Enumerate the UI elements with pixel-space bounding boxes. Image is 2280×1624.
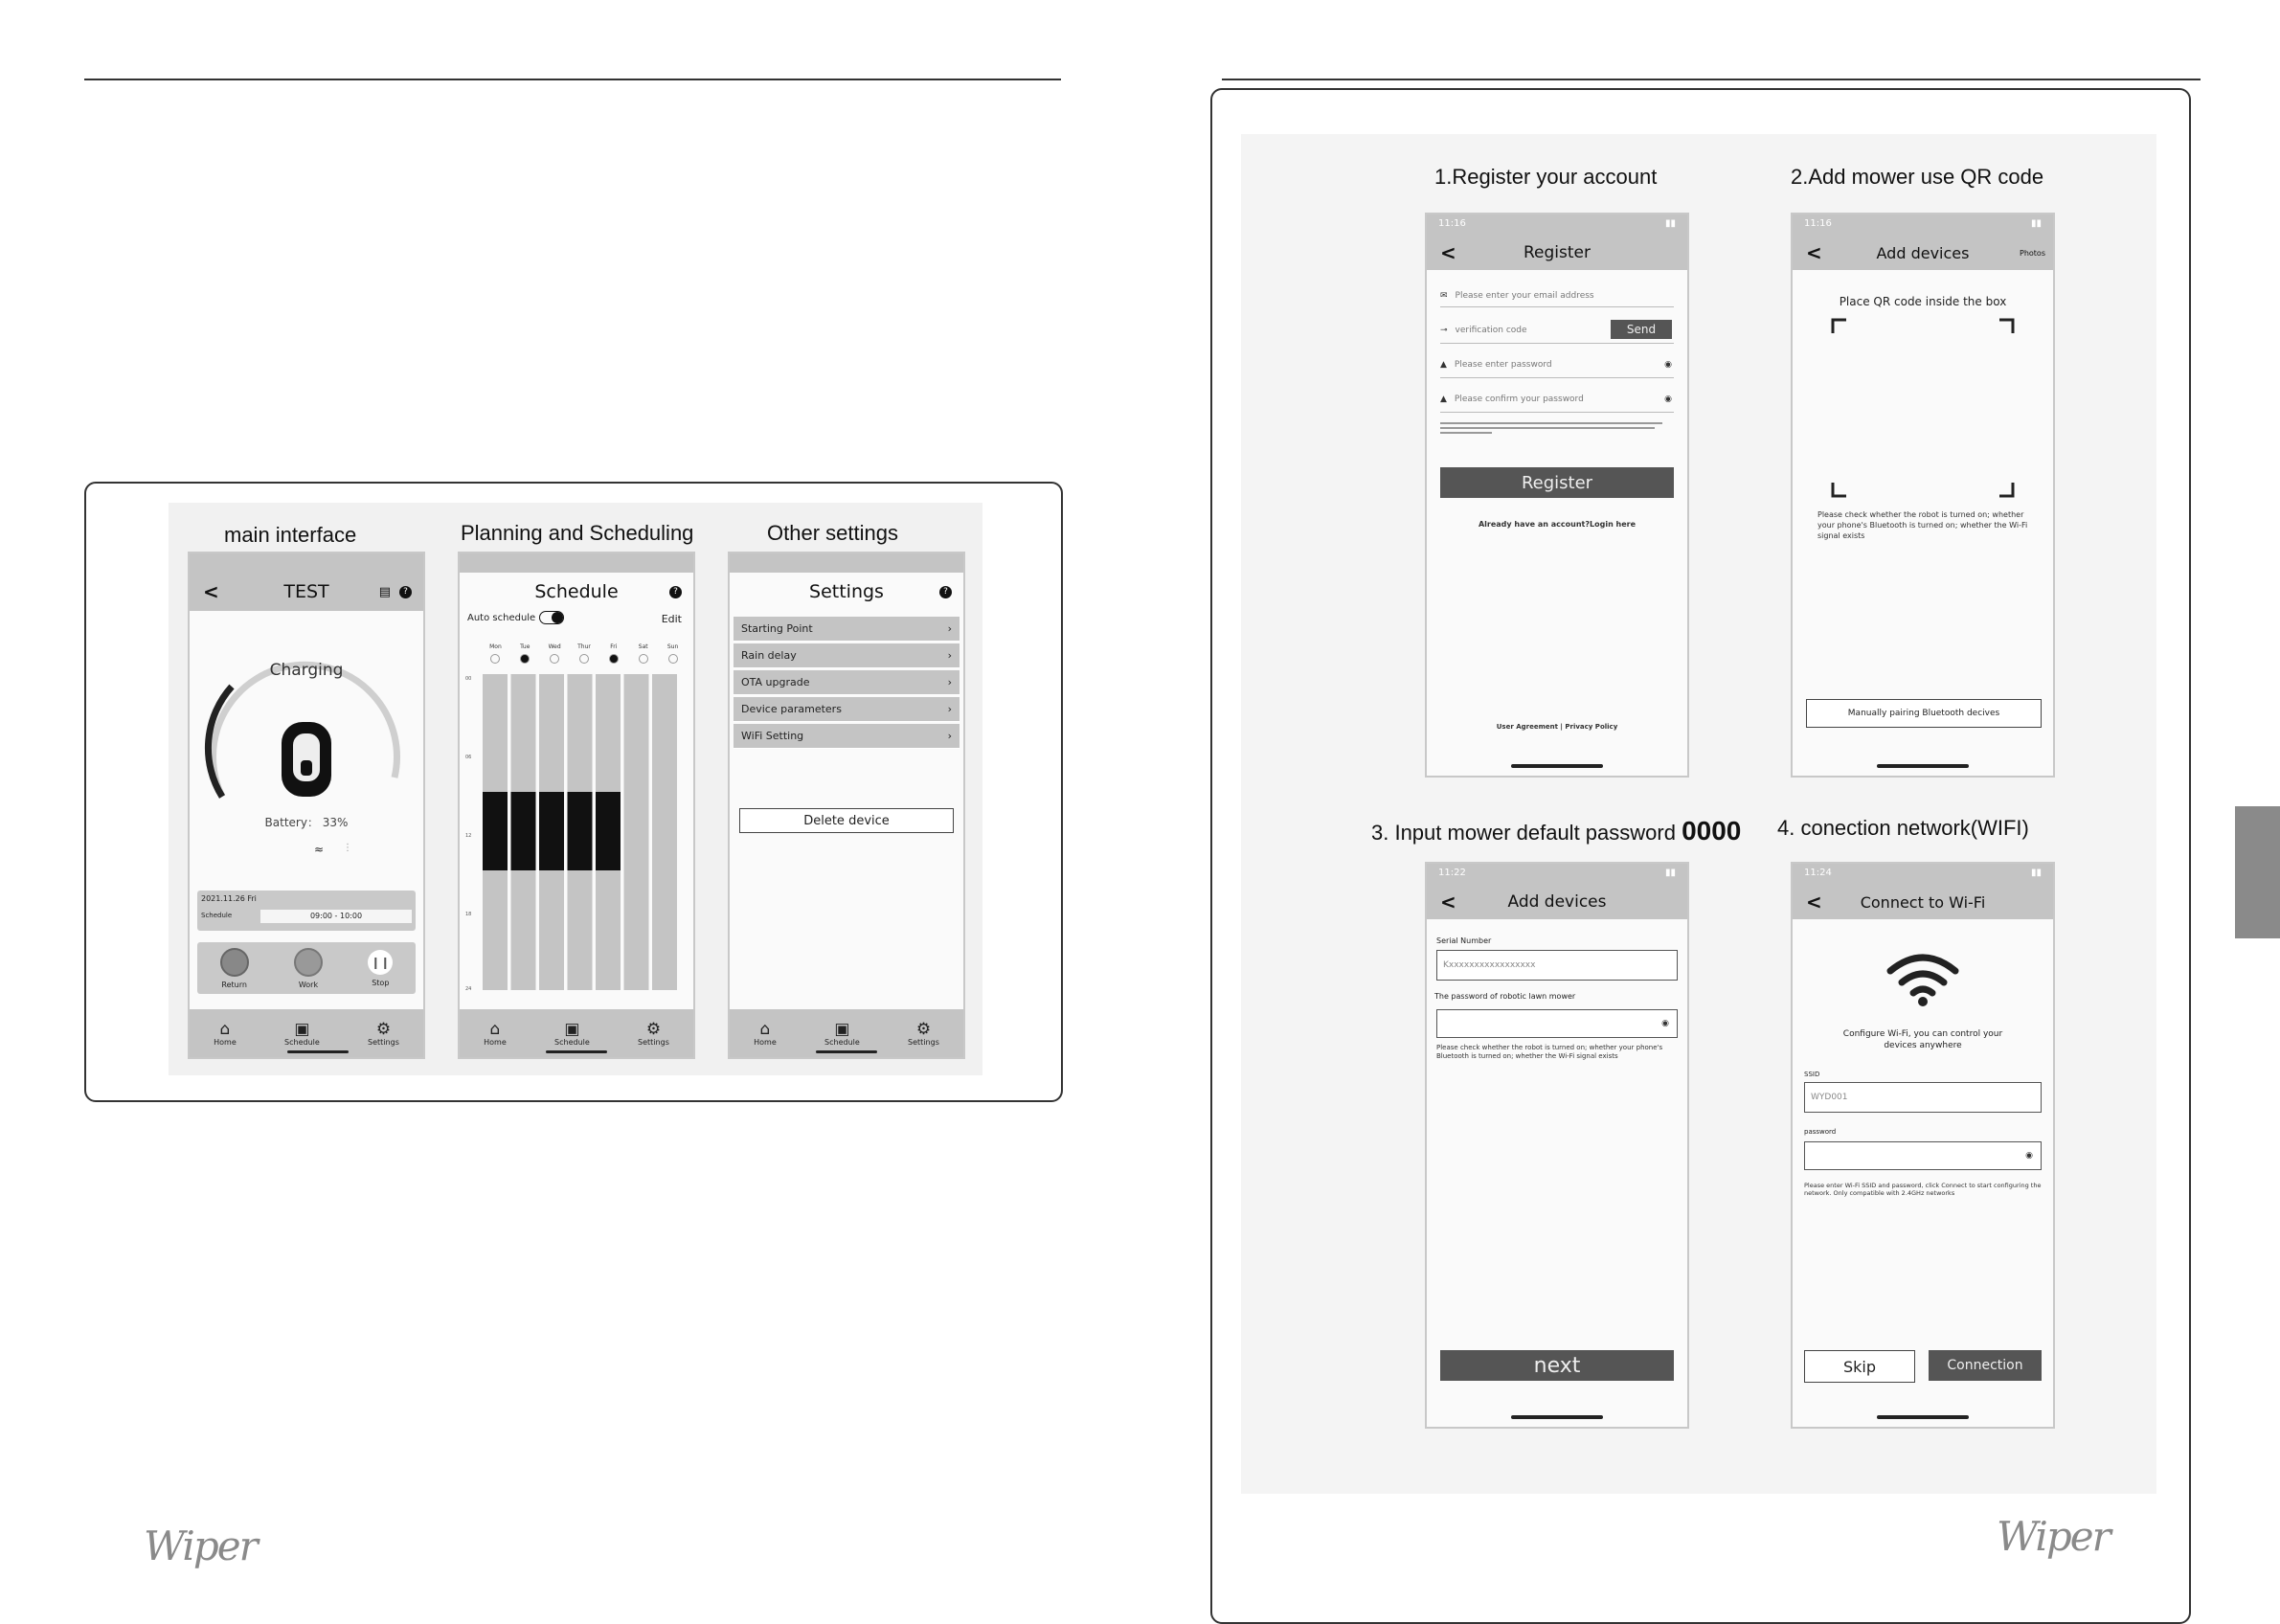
mower-password-label: The password of robotic lawn mower [1434, 992, 1576, 1001]
scheduled-block[interactable] [539, 792, 564, 870]
calendar-icon: ▣ [834, 1019, 850, 1039]
home-indicator [287, 1050, 349, 1053]
day-sun[interactable] [658, 643, 688, 664]
tab-home-label: Home [754, 1037, 777, 1047]
charging-status: Charging [269, 661, 344, 680]
ssid-input[interactable]: WYD001 [1804, 1082, 2042, 1113]
eye-icon[interactable]: ◉ [1664, 360, 1672, 370]
main-interface-screen [188, 552, 425, 1059]
login-link[interactable]: Already have an account?Login here [1478, 520, 1637, 529]
auto-schedule-label: Auto schedule [467, 612, 536, 623]
mower-password-input[interactable] [1436, 1009, 1678, 1038]
confirm-placeholder: Please confirm your password [1454, 395, 1584, 404]
work-button[interactable] [294, 948, 323, 989]
back-icon[interactable]: < [1440, 891, 1456, 914]
scheduled-block[interactable] [568, 792, 593, 870]
pairing-hint: Please check whether the robot is turned on; whether your phone's Bluetooth is turned on; whether the Wi-Fi signal exists [1817, 510, 2028, 540]
work-label: Work [298, 980, 319, 989]
tab-schedule[interactable] [284, 1021, 320, 1047]
nav-bar [1427, 885, 1687, 919]
delete-device-button[interactable]: Delete device [739, 808, 954, 833]
caption-step3-text: 3. Input mower default password [1371, 821, 1676, 845]
pause-icon: ❙❙ [368, 950, 393, 975]
skip-button[interactable]: Skip [1804, 1350, 1915, 1383]
manual-pairing-button[interactable]: Manually pairing Bluetooth decives [1806, 699, 2042, 728]
chevron-right-icon: › [947, 649, 952, 662]
header-rule-right [1222, 79, 2201, 80]
nav-bar [190, 573, 423, 611]
status-time: 11:24 [1804, 868, 1832, 878]
code-placeholder: verification code [1455, 326, 1527, 335]
gear-icon: ⚙ [645, 1019, 662, 1039]
day-tue[interactable] [510, 643, 540, 664]
day-toggle [550, 654, 559, 664]
help-icon[interactable]: ? [399, 586, 412, 598]
status-bar [190, 553, 423, 573]
device-title: TEST [283, 581, 329, 602]
auto-schedule-toggle[interactable] [539, 611, 564, 624]
status-icons: ▮▮ [1664, 218, 1676, 229]
document-icon[interactable]: ▤ [378, 584, 391, 599]
schedule-card [197, 891, 416, 931]
email-placeholder: Please enter your email address [1455, 291, 1594, 301]
default-password: 0000 [1682, 816, 1742, 846]
edit-button[interactable]: Edit [661, 613, 682, 625]
auto-schedule-row [467, 611, 564, 624]
schedule-time: 09:00 - 10:00 [260, 910, 412, 923]
caption-step3 [1371, 816, 1741, 846]
home-icon: ⌂ [759, 1019, 771, 1039]
day-column[interactable] [624, 674, 649, 990]
day-column[interactable] [652, 674, 677, 990]
section-tab-marker [2235, 806, 2280, 938]
day-toggle [490, 654, 500, 664]
connect-wifi-screen [1791, 862, 2055, 1429]
status-bar [730, 553, 963, 573]
tab-settings[interactable] [638, 1021, 669, 1047]
scheduled-block[interactable] [511, 792, 536, 870]
add-devices-title: Add devices [1507, 892, 1607, 912]
gear-icon: ⚙ [915, 1019, 932, 1039]
home-icon: ⌂ [219, 1019, 231, 1039]
day-mon[interactable] [481, 643, 510, 664]
day-sat[interactable] [628, 643, 658, 664]
settings-item-label: Starting Point [741, 622, 813, 635]
register-button[interactable]: Register [1440, 467, 1674, 498]
wifi-icon [1886, 950, 1959, 1007]
day-row-label [465, 652, 467, 658]
day-toggle [668, 654, 678, 664]
tab-settings[interactable] [368, 1021, 399, 1047]
nav-bar [1793, 236, 2053, 270]
day-selector [481, 643, 688, 670]
settings-item-label: OTA upgrade [741, 676, 810, 688]
legal-links: User Agreement | Privacy Policy [1496, 723, 1618, 731]
nav-bar [460, 573, 693, 611]
privacy-policy-link[interactable]: Privacy Policy [1565, 723, 1618, 731]
stop-label: Stop [372, 978, 390, 987]
caption-main-interface: main interface [224, 523, 357, 547]
wifi-password-label: password [1804, 1128, 1837, 1136]
user-agreement-link[interactable]: User Agreement [1496, 723, 1558, 731]
day-wed[interactable] [540, 643, 570, 664]
schedule-date: 2021.11.26 Fri [201, 894, 257, 903]
day-label: Sat [638, 643, 648, 650]
back-icon[interactable]: < [1806, 891, 1822, 914]
register-screen [1425, 213, 1689, 778]
day-label: Mon [489, 643, 502, 650]
help-icon[interactable]: ? [669, 586, 682, 598]
device-hint: Please check whether the robot is turned on; whether your phone's Bluetooth is turned on; whether the Wi-Fi signal exists [1436, 1044, 1663, 1060]
return-label: Return [221, 980, 247, 989]
password-field[interactable] [1440, 352, 1674, 378]
scheduled-block[interactable] [596, 792, 621, 870]
stop-button[interactable] [368, 950, 393, 987]
back-icon[interactable]: < [1806, 241, 1822, 264]
home-indicator [1511, 1415, 1603, 1419]
eye-icon[interactable]: ◉ [1664, 395, 1672, 404]
add-devices-title: Add devices [1876, 243, 1970, 262]
settings-item-wifi-setting[interactable] [734, 724, 959, 749]
tab-schedule-label: Schedule [284, 1037, 320, 1047]
settings-item-label: WiFi Setting [741, 730, 804, 742]
tab-home[interactable] [214, 1021, 237, 1047]
tab-schedule-label: Schedule [554, 1037, 590, 1047]
home-indicator [1877, 764, 1969, 768]
settings-item-label: Rain delay [741, 649, 797, 662]
tab-settings[interactable] [908, 1021, 939, 1047]
ssid-label: SSID [1804, 1071, 1820, 1078]
day-label: Tue [520, 643, 530, 650]
tab-home-label: Home [484, 1037, 507, 1047]
day-label: Fri [610, 643, 618, 650]
status-bar [1427, 864, 1687, 885]
status-time: 11:16 [1438, 218, 1466, 229]
tab-schedule[interactable] [824, 1021, 860, 1047]
return-button[interactable] [220, 948, 249, 989]
caption-step4: 4. conection network(WIFI) [1777, 816, 2029, 840]
lock-icon: ▲ [1440, 395, 1447, 404]
schedule-label: Schedule [201, 912, 233, 919]
day-label: Sun [666, 643, 679, 650]
caption-planning: Planning and Scheduling [461, 521, 694, 545]
tab-settings-label: Settings [368, 1037, 399, 1047]
brand-logo-left: Wiper [144, 1522, 257, 1569]
lock-icon: ▲ [1440, 360, 1447, 370]
chevron-right-icon: › [947, 703, 952, 715]
add-devices-screen [1425, 862, 1689, 1429]
battery-label: Battery： 33% [264, 816, 349, 829]
send-code-button[interactable]: Send [1611, 320, 1672, 339]
schedule-screen [458, 552, 695, 1059]
key-icon: ⊸ [1440, 326, 1448, 335]
wifi-hint: Please enter Wi-Fi SSID and password, click Connect to start configuring the network. Only compatible with 2.4GHz networks [1804, 1182, 2042, 1197]
header-rule-left [84, 79, 1061, 80]
nav-bar [1427, 236, 1687, 270]
back-icon[interactable]: < [203, 580, 219, 603]
eye-icon[interactable]: ◉ [1661, 1019, 1669, 1028]
brand-logo-right: Wiper [1997, 1513, 2110, 1560]
tab-schedule[interactable] [554, 1021, 590, 1047]
status-icons: ▮▮ [2030, 218, 2042, 229]
confirm-password-field[interactable] [1440, 387, 1674, 413]
day-label: Thur [577, 643, 591, 650]
mail-icon: ✉ [1440, 291, 1448, 301]
status-icons: ▮▮ [2030, 868, 2042, 878]
help-icon[interactable]: ? [939, 586, 952, 598]
action-bar [197, 942, 416, 994]
home-icon: ⌂ [489, 1019, 501, 1039]
chevron-right-icon: › [947, 622, 952, 635]
settings-item-device-parameters[interactable] [734, 697, 959, 722]
settings-item-rain-delay[interactable] [734, 643, 959, 668]
scheduled-block[interactable] [483, 792, 508, 870]
status-bar [1427, 214, 1687, 236]
schedule-grid [481, 674, 689, 994]
status-bar [460, 553, 693, 573]
chevron-right-icon: › [947, 730, 952, 742]
day-toggle [639, 654, 648, 664]
caption-step2: 2.Add mower use QR code [1791, 165, 2044, 189]
settings-item-starting-point[interactable] [734, 617, 959, 642]
status-time: 11:22 [1438, 868, 1466, 878]
password-rules-text [1440, 419, 1674, 444]
nav-bar [1793, 885, 2053, 919]
settings-title: Settings [809, 581, 884, 602]
mower-icon [278, 716, 335, 801]
hour-axis: 00 06 12 18 24 [465, 676, 472, 992]
chevron-right-icon: › [947, 676, 952, 688]
schedule-title: Schedule [534, 581, 619, 602]
eye-icon[interactable]: ◉ [2025, 1151, 2033, 1161]
return-icon [220, 948, 249, 977]
day-label: Wed [548, 643, 561, 650]
caption-step1: 1.Register your account [1434, 165, 1658, 189]
password-placeholder: Please enter password [1454, 360, 1552, 370]
day-toggle [520, 654, 530, 664]
status-time: 11:16 [1804, 218, 1832, 229]
calendar-icon: ▣ [294, 1019, 310, 1039]
register-title: Register [1524, 243, 1591, 262]
calendar-icon: ▣ [564, 1019, 580, 1039]
wifi-password-input[interactable] [1804, 1141, 2042, 1170]
settings-item-ota-upgrade[interactable] [734, 670, 959, 695]
nav-bar [730, 573, 963, 611]
serial-number-label: Serial Number [1436, 936, 1492, 945]
back-icon[interactable]: < [1440, 241, 1456, 264]
tab-settings-label: Settings [908, 1037, 939, 1047]
day-fri[interactable] [598, 643, 628, 664]
signal-icon: ⋮ [343, 843, 352, 853]
wifi-icon: ≈ [314, 843, 325, 856]
connection-button[interactable]: Connection [1929, 1350, 2042, 1381]
qr-frame-icon [1831, 318, 2015, 498]
email-field[interactable] [1440, 285, 1674, 307]
status-icons: ▮▮ [1664, 868, 1676, 878]
qr-scan-screen [1791, 213, 2055, 778]
next-button[interactable]: next [1440, 1350, 1674, 1381]
day-toggle [609, 654, 619, 664]
work-icon [294, 948, 323, 977]
tab-schedule-label: Schedule [824, 1037, 860, 1047]
home-indicator [1877, 1415, 1969, 1419]
serial-number-input[interactable]: Kxxxxxxxxxxxxxxxxx [1436, 950, 1678, 981]
connect-wifi-title: Connect to Wi-Fi [1860, 892, 1986, 912]
tab-settings-label: Settings [638, 1037, 669, 1047]
tab-home[interactable] [484, 1021, 507, 1047]
photos-button[interactable]: Photos [2020, 248, 2045, 258]
home-indicator [546, 1050, 607, 1053]
gear-icon: ⚙ [375, 1019, 392, 1039]
home-indicator [816, 1050, 877, 1053]
settings-item-label: Device parameters [741, 703, 842, 715]
tab-home[interactable] [754, 1021, 777, 1047]
status-bar [1793, 864, 2053, 885]
wifi-description: Configure Wi-Fi, you can control your devices anywhere [1842, 1029, 2003, 1050]
caption-other-settings: Other settings [767, 521, 898, 545]
tab-home-label: Home [214, 1037, 237, 1047]
day-thur[interactable] [570, 643, 599, 664]
home-indicator [1511, 764, 1603, 768]
settings-screen [728, 552, 965, 1059]
qr-instruction: Place QR code inside the box [1839, 295, 2007, 308]
day-toggle [579, 654, 589, 664]
status-bar [1793, 214, 2053, 236]
